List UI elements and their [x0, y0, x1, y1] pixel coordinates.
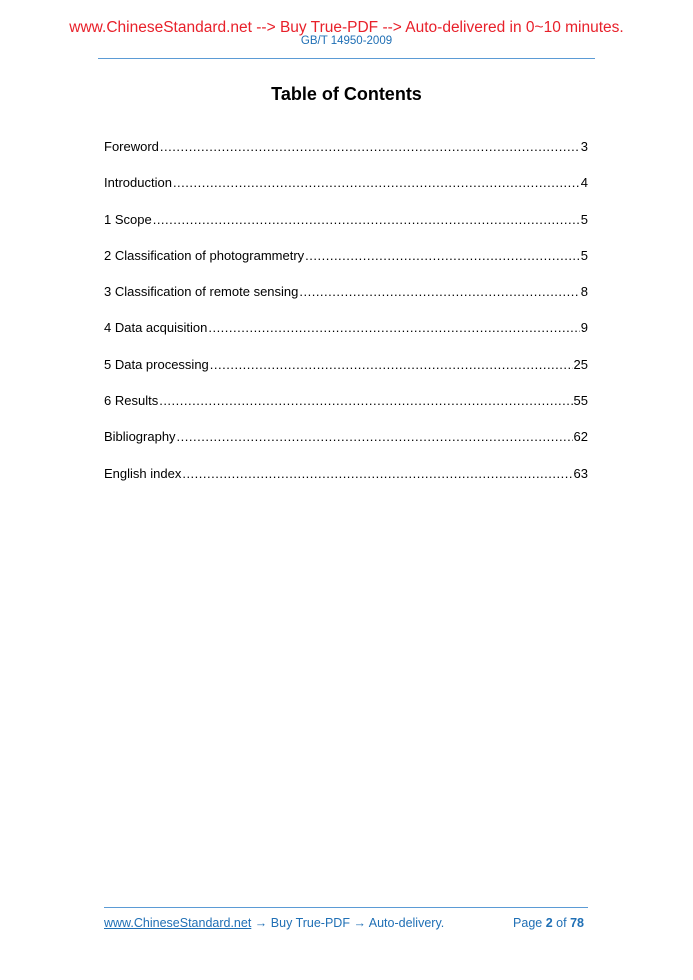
toc-dot-leader [173, 175, 580, 191]
toc-entry-page: 8 [580, 284, 588, 300]
of-label: of [556, 916, 567, 930]
toc-dot-leader [159, 393, 572, 409]
footer-site-link[interactable]: www.ChineseStandard.net [104, 916, 252, 930]
table-of-contents [104, 139, 588, 502]
toc-entry-scope[interactable] [104, 212, 588, 248]
toc-entry-label: 2 Classification of photogrammetry [104, 247, 305, 263]
footer-divider [104, 907, 588, 908]
toc-entry-classification-photogrammetry[interactable] [104, 248, 588, 284]
toc-entry-introduction[interactable] [104, 175, 588, 211]
page-total: 78 [570, 916, 584, 930]
toc-entry-label: Bibliography [104, 429, 176, 445]
toc-entry-bibliography[interactable] [104, 429, 588, 465]
toc-entry-data-processing[interactable] [104, 357, 588, 393]
toc-dot-leader [210, 357, 573, 373]
toc-entry-page: 3 [580, 139, 588, 154]
toc-title: Table of Contents [271, 84, 422, 104]
footer-purchase-info [104, 916, 444, 931]
toc-entry-results[interactable] [104, 393, 588, 429]
toc-entry-label: Foreword [104, 139, 159, 154]
toc-dot-leader [208, 320, 579, 336]
toc-entry-foreword[interactable] [104, 139, 588, 175]
toc-entry-label: 5 Data processing [104, 356, 209, 372]
header-divider [98, 58, 595, 59]
arrow-right-icon: → [254, 916, 268, 930]
toc-entry-label: 4 Data acquisition [104, 320, 208, 336]
toc-entry-data-acquisition[interactable] [104, 320, 588, 356]
toc-entry-page: 4 [580, 175, 588, 191]
footer-buy-text: Buy True-PDF [270, 916, 350, 930]
toc-entry-page: 25 [573, 356, 588, 372]
toc-entry-classification-remote-sensing[interactable] [104, 284, 588, 320]
toc-entry-label: English index [104, 465, 182, 481]
toc-entry-label: 6 Results [104, 393, 159, 409]
toc-dot-leader [305, 248, 580, 264]
toc-dot-leader [182, 466, 572, 482]
toc-dot-leader [160, 139, 580, 155]
arrow-right-icon: → [353, 916, 366, 930]
toc-entry-label: 1 Scope [104, 211, 152, 227]
toc-dot-leader [177, 429, 573, 445]
toc-entry-page: 63 [573, 465, 588, 481]
toc-entry-page: 9 [580, 320, 588, 336]
page-label: Page [513, 916, 543, 930]
toc-entry-english-index[interactable] [104, 466, 588, 502]
page-current: 2 [545, 916, 553, 930]
document-code: GB/T 14950-2009 [300, 35, 393, 47]
toc-dot-leader [153, 212, 580, 228]
toc-entry-label: 3 Classification of remote sensing [104, 284, 299, 300]
toc-entry-page: 55 [573, 393, 588, 409]
toc-dot-leader [299, 284, 579, 300]
promo-banner[interactable]: www.ChineseStandard.net --> Buy True-PDF --> Auto-delivered in 0~10 minutes. [69, 19, 624, 36]
toc-entry-page: 62 [573, 429, 588, 445]
toc-entry-label: Introduction [104, 175, 172, 191]
toc-entry-page: 5 [580, 247, 588, 263]
footer-delivery-text: Auto-delivery. [368, 916, 445, 930]
toc-entry-page: 5 [580, 211, 588, 227]
page-number [513, 916, 584, 931]
